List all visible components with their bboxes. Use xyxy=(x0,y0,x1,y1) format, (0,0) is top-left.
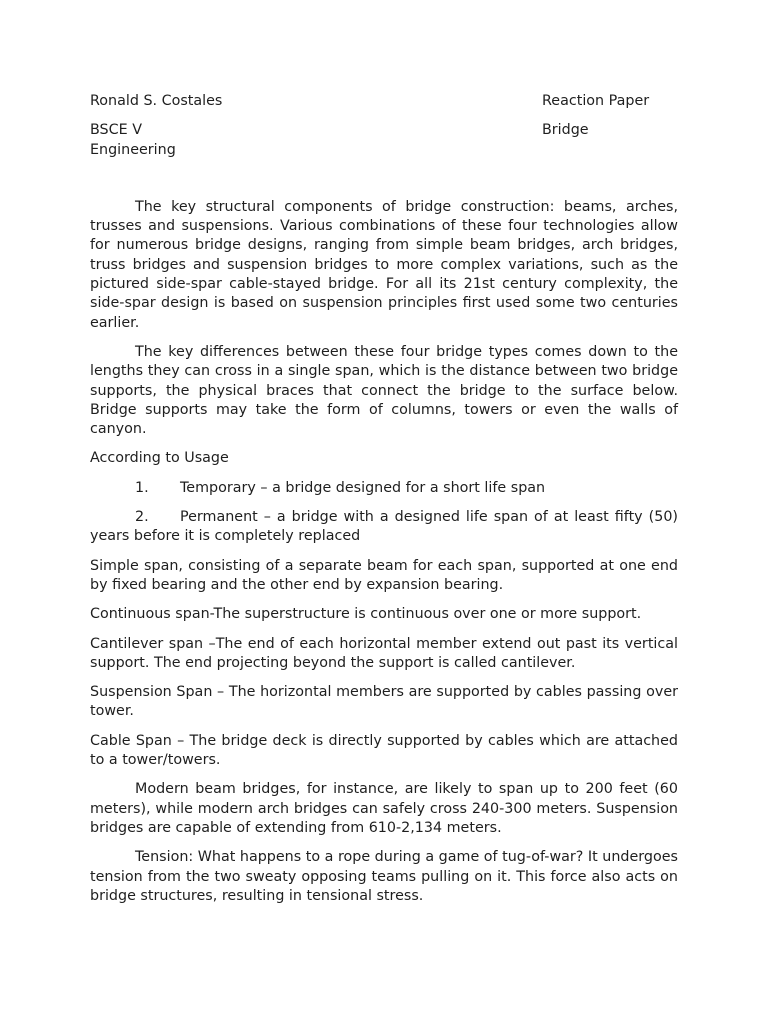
list-item-temporary xyxy=(90,479,678,498)
course-label: BSCE V xyxy=(90,122,142,139)
document-page xyxy=(90,92,678,916)
list-item-text: Temporary – a bridge designed for a short life span xyxy=(180,479,546,496)
topic-label: Bridge xyxy=(542,122,589,139)
header-row-1 xyxy=(90,92,678,111)
header-row-2 xyxy=(90,121,678,140)
paragraph-cable-span: Cable Span – The bridge deck is directly supported by cables which are attached to a tower/towers. xyxy=(90,732,678,769)
paragraph-components: The key structural components of bridge construction: beams, arches, trusses and suspensions. Various combinations of these four technologies allow for numerous bridge designs, ranging from simple beam bridges, arch bridges, truss bridges and suspension bridges to more complex variations, such as the pictured side-spar cable-stayed bridge. For all its 21st century complexity, the side-spar design is based on suspension principles first used some two centuries earlier. xyxy=(90,198,678,331)
paragraph-continuous-span: Continuous span-The superstructure is continuous over one or more support. xyxy=(90,606,642,623)
document-type: Reaction Paper xyxy=(542,93,650,109)
paragraph-suspension-span: Suspension Span – The horizontal members are supported by cables passing over tower. xyxy=(90,684,678,720)
usage-heading: According to Usage xyxy=(90,450,229,467)
list-item-permanent xyxy=(90,508,678,547)
author-name: Ronald S. Costales xyxy=(90,93,223,109)
list-item-text: Permanent – a bridge with a designed life span of at least fifty (50) years before it is completely replaced xyxy=(90,509,678,545)
paragraph-differences: The key differences between these four bridge types comes down to the lengths they can cross in a single span, which is the distance between two bridge supports, the physical braces that connect the bridge to the surface below. Bridge supports may take the form of columns, towers or even the walls of canyon. xyxy=(90,343,678,438)
paragraph-tension: Tension: What happens to a rope during a game of tug-of-war? It undergoes tension from the two sweaty opposing teams pulling on it. This force also acts on bridge structures, resulting in tensional stress. xyxy=(90,849,678,904)
document-body xyxy=(90,198,678,906)
department-label: Engineering xyxy=(90,141,176,158)
header-row-3 xyxy=(90,141,678,160)
list-number: 2. xyxy=(135,509,149,526)
paragraph-simple-span: Simple span, consisting of a separate beam for each span, supported at one end by fixed bearing and the other end by expansion bearing. xyxy=(90,557,678,593)
paragraph-cantilever-span: Cantilever span –The end of each horizontal member extend out past its vertical support. The end projecting beyond the support is called cantilever. xyxy=(90,635,678,671)
paragraph-modern-bridges: Modern beam bridges, for instance, are likely to span up to 200 feet (60 meters), while modern arch bridges can safely cross 240-300 meters. Suspension bridges are capable of extending from 610-2,134 meters. xyxy=(90,781,678,836)
list-number: 1. xyxy=(135,479,149,496)
